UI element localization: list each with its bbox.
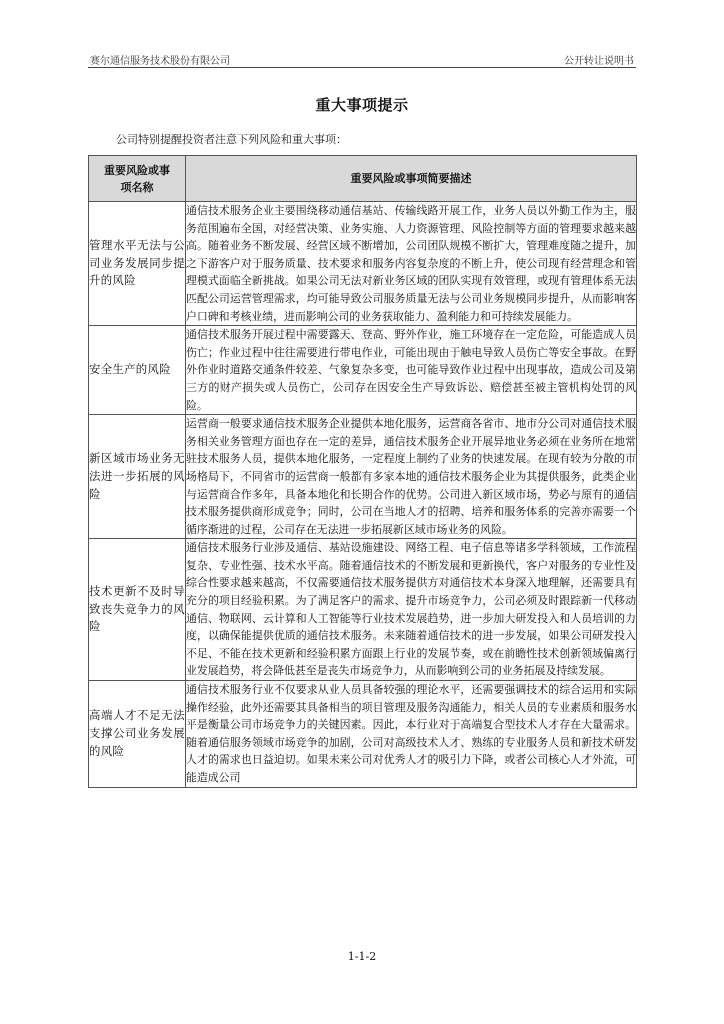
risk-name: 技术更新不及时导致丧失竞争力的风险: [89, 539, 186, 681]
risk-description: 通信技术服务开展过程中需要露天、登高、野外作业，施工环境存在一定危险，可能造成人员伤亡；作业过程中往往需要进行带电作业，可能出现由于触电导致人员伤亡等安全事故。在野外作业时道路交通条件较差、气象复杂多变，也可能导致作业过程中出现事故，造成公司及第三方的财产损失或人员伤亡，公司存在因安全生产导致诉讼、赔偿甚至被主管机构处罚的风险。: [186, 326, 637, 415]
col-header-risk-name: 重要风险或事项名称: [89, 156, 186, 202]
table-row: [89, 326, 637, 415]
risk-description: 运营商一般要求通信技术服务企业提供本地化服务，运营商各省市、地市分公司对通信技术服务相关业务管理方面也存在一定的差异，通信技术服务企业开展异地业务必须在业务所在地常驻技术服务人员，提供本地化服务，一定程度上制约了业务的快速发展。在现有较为分散的市场格局下，不同省市的运营商一般都有多家本地的通信技术服务企业为其提供服务，此类企业与运营商合作多年，具备本地化和长期合作的优势。公司进入新区域市场，势必与原有的通信技术服务提供商形成竞争；同时，公司在当地人才的招聘、培养和服务体系的完善亦需要一个循序渐进的过程，公司存在无法进一步拓展新区域市场业务的风险。: [186, 415, 637, 539]
header-divider: [88, 67, 636, 68]
intro-text: 公司特别提醒投资者注意下列风险和重大事项：: [116, 133, 347, 146]
header-company: 赛尔通信服务技术股份有限公司: [90, 56, 230, 67]
table-header-row: [89, 156, 637, 202]
table-row: [89, 681, 637, 788]
table-row: [89, 415, 637, 539]
col-header-risk-desc: 重要风险或事项简要描述: [186, 156, 637, 202]
risk-name: 安全生产的风险: [89, 326, 186, 415]
risk-table: [88, 155, 637, 788]
page-number: 1-1-2: [347, 950, 377, 963]
page-header: [88, 52, 636, 66]
risk-description: 通信技术服务行业不仅要求从业人员具备较强的理论水平，还需要强调技术的综合运用和实际操作经验，此外还需要其具备相当的项目管理及服务沟通能力，相关人员的专业素质和服务水平是衡量公司市场竞争力的关键因素。因此，本行业对于高端复合型技术人才存在大量需求。随着通信服务领域市场竞争的加剧，公司对高级技术人才、熟练的专业服务人员和新技术研发人才的需求也日益迫切。如果未来公司对优秀人才的吸引力下降，或者公司核心人才外流，可能造成公司: [186, 681, 637, 788]
risk-name: 管理水平无法与公司业务发展同步提升的风险: [89, 202, 186, 326]
risk-name: 高端人才不足无法支撑公司业务发展的风险: [89, 681, 186, 788]
risk-description: 通信技术服务行业涉及通信、基站设施建设、网络工程、电子信息等诸多学科领域，工作流程复杂、专业性强、技术水平高。随着通信技术的不断发展和更新换代，客户对服务的专业性及综合性要求越来越高，不仅需要通信技术服务提供方对通信技术本身深入地理解，还需要具有充分的项目经验积累。为了满足客户的需求、提升市场竞争力，公司必须及时跟踪新一代移动通信、物联网、云计算和人工智能等行业技术发展趋势，进一步加大研发投入和人员培训的力度，以确保能提供优质的通信技术服务。未来随着通信技术的进一步发展，如果公司研发投入不足、不能在技术更新和经验积累方面跟上行业的发展节奏，或在前瞻性技术创新领域偏离行业发展趋势，将会降低甚至是丧失市场竞争力，从而影响到公司的业务拓展及持续发展。: [186, 539, 637, 681]
risk-name: 新区域市场业务无法进一步拓展的风险: [89, 415, 186, 539]
table-row: [89, 202, 637, 326]
table-row: [89, 539, 637, 681]
risk-description: 通信技术服务企业主要围绕移动通信基站、传输线路开展工作，业务人员以外勤工作为主，服务范围遍布全国，对经营决策、业务实施、人力资源管理、风险控制等方面的管理要求越来越高。随着业务不断发展、经营区域不断增加，公司团队规模不断扩大，管理难度随之提升，加之下游客户对于服务质量、技术要求和服务内容复杂度的不断上升，使公司现有经营理念和管理模式面临全新挑战。如果公司无法对新业务区域的团队实现有效管理，或现有管理体系无法匹配公司运营管理需求，均可能导致公司服务质量无法与公司业务规模同步提升，从而影响客户口碑和考核业绩，进而影响公司的业务获取能力、盈利能力和可持续发展能力。: [186, 202, 637, 326]
header-doc-type: 公开转让说明书: [564, 56, 634, 67]
page-title: 重大事项提示: [315, 96, 409, 114]
